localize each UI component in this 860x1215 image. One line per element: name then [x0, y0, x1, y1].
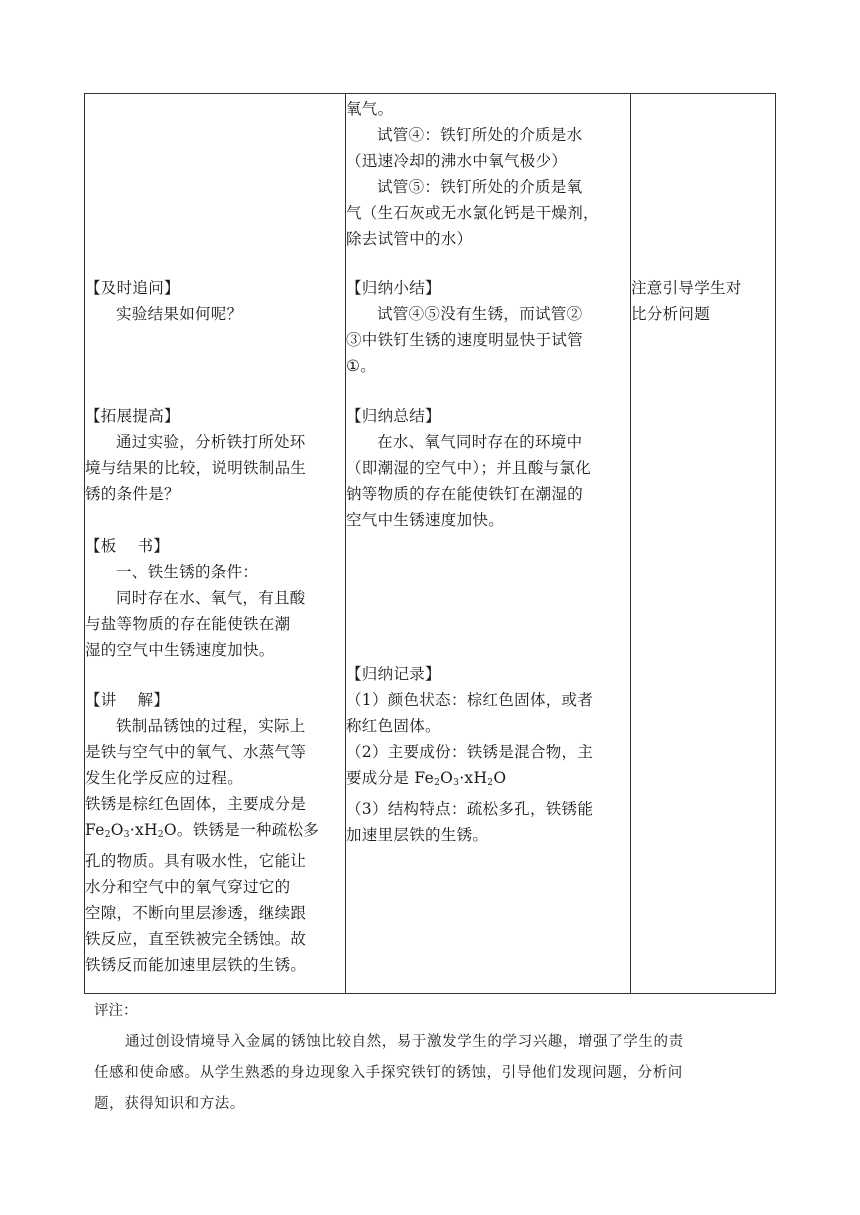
text-line: （2）主要成份：铁锈是混合物，主	[346, 743, 594, 761]
notes-column	[631, 94, 775, 993]
record-block	[346, 661, 630, 848]
text-line: 称红色固体。	[346, 717, 441, 735]
conclusion-block	[346, 403, 630, 533]
student-column	[346, 94, 630, 993]
formula-line: $Fe_2O_3\cdot xH_2O$。铁锈是一种疏松多	[85, 821, 320, 840]
text-line: ③中铁钉生锈的速度明显快于试管	[346, 331, 584, 349]
formula-line: 要成分是 $Fe_2O_3\cdot xH_2O$	[346, 769, 507, 788]
section-heading: 【及时追问】	[85, 279, 180, 297]
text-line: 铁锈是棕红色固体，主要成分是	[85, 795, 307, 813]
board-block	[85, 533, 345, 663]
text-line: 空气中生锈速度加快。	[346, 511, 505, 529]
text-line: 铁制品锈蚀的过程，实际上	[116, 717, 306, 735]
commentary-line: 任感和使命感。从学生熟悉的身边现象入手探究铁钉的锈蚀，引导他们发现问题，分析问	[94, 1065, 683, 1081]
text-line: 钠等物质的存在能使铁钉在潮湿的	[346, 485, 584, 503]
text-line: 与盐等物质的存在能使铁在潮	[85, 615, 291, 633]
commentary-title: 评注：	[94, 1003, 138, 1019]
commentary	[94, 1001, 784, 1120]
lesson-table	[84, 93, 776, 994]
text-line: 在水、氧气同时存在的环境中	[377, 433, 583, 451]
question-text: 实验结果如何呢？	[116, 305, 243, 323]
text-line: （即潮湿的空气中）；并且酸与氯化	[346, 459, 592, 477]
text-line: 试管④⑤没有生锈，而试管②	[377, 305, 583, 323]
section-heading: 【归纳小结】	[346, 279, 441, 297]
text-line: 氧气。	[346, 100, 394, 118]
teacher-column	[85, 94, 345, 993]
text-line: 铁锈反而能加速里层铁的生锈。	[85, 956, 307, 974]
text-line: 试管④：铁钉所处的介质是水	[377, 126, 583, 144]
extension-block	[85, 403, 345, 507]
text-line: 比分析问题	[631, 305, 711, 323]
follow-up-question	[85, 275, 345, 327]
text-line: 湿的空气中生锈速度加快。	[85, 641, 275, 659]
summary-block	[346, 275, 630, 379]
text-line: 水分和空气中的氧气穿过它的	[85, 878, 291, 896]
text-line: 通过实验，分析铁打所处环	[116, 433, 306, 451]
section-heading: 【归纳记录】	[346, 665, 441, 683]
commentary-line: 题，获得知识和方法。	[94, 1096, 245, 1112]
text-line: （1）颜色状态：棕红色固体，或者	[346, 691, 594, 709]
text-line: 孔的物质。具有吸水性，它能让	[85, 852, 307, 870]
section-heading: 【归纳总结】	[346, 407, 441, 425]
explanation-block	[85, 687, 345, 978]
text-line: （3）结构特点：疏松多孔，铁锈能	[346, 800, 594, 818]
text-line: 铁反应，直至铁被完全锈蚀。故	[85, 930, 307, 948]
test-tube-notes	[346, 96, 630, 252]
text-line: 除去试管中的水）	[346, 230, 473, 248]
text-line: 气（生石灰或无水氯化钙是干燥剂，	[346, 204, 599, 222]
design-note	[631, 275, 775, 327]
text-line: 注意引导学生对	[631, 279, 742, 297]
section-heading: 【拓展提高】	[85, 407, 180, 425]
text-line: 境与结果的比较，说明铁制品生	[85, 459, 307, 477]
section-heading: 【讲 解】	[85, 691, 170, 709]
text-line: 加速里层铁的生锈。	[346, 826, 489, 844]
text-line: 锈的条件是？	[85, 485, 180, 503]
text-line: ①。	[346, 357, 376, 375]
text-line: 试管⑤：铁钉所处的介质是氧	[377, 178, 583, 196]
text-line: 同时存在水、氧气，有且酸	[116, 589, 306, 607]
commentary-line: 通过创设情境导入金属的锈蚀比较自然，易于激发学生的学习兴趣，增强了学生的责	[125, 1034, 684, 1050]
text-line: 是铁与空气中的氧气、水蒸气等	[85, 743, 307, 761]
text-line: 发生化学反应的过程。	[85, 769, 244, 787]
text-line: 一、铁生锈的条件：	[116, 563, 259, 581]
text-line: （迅速冷却的沸水中氧气极少）	[346, 152, 568, 170]
text-line: 空隙，不断向里层渗透，继续跟	[85, 904, 307, 922]
section-heading: 【板 书】	[85, 537, 170, 555]
